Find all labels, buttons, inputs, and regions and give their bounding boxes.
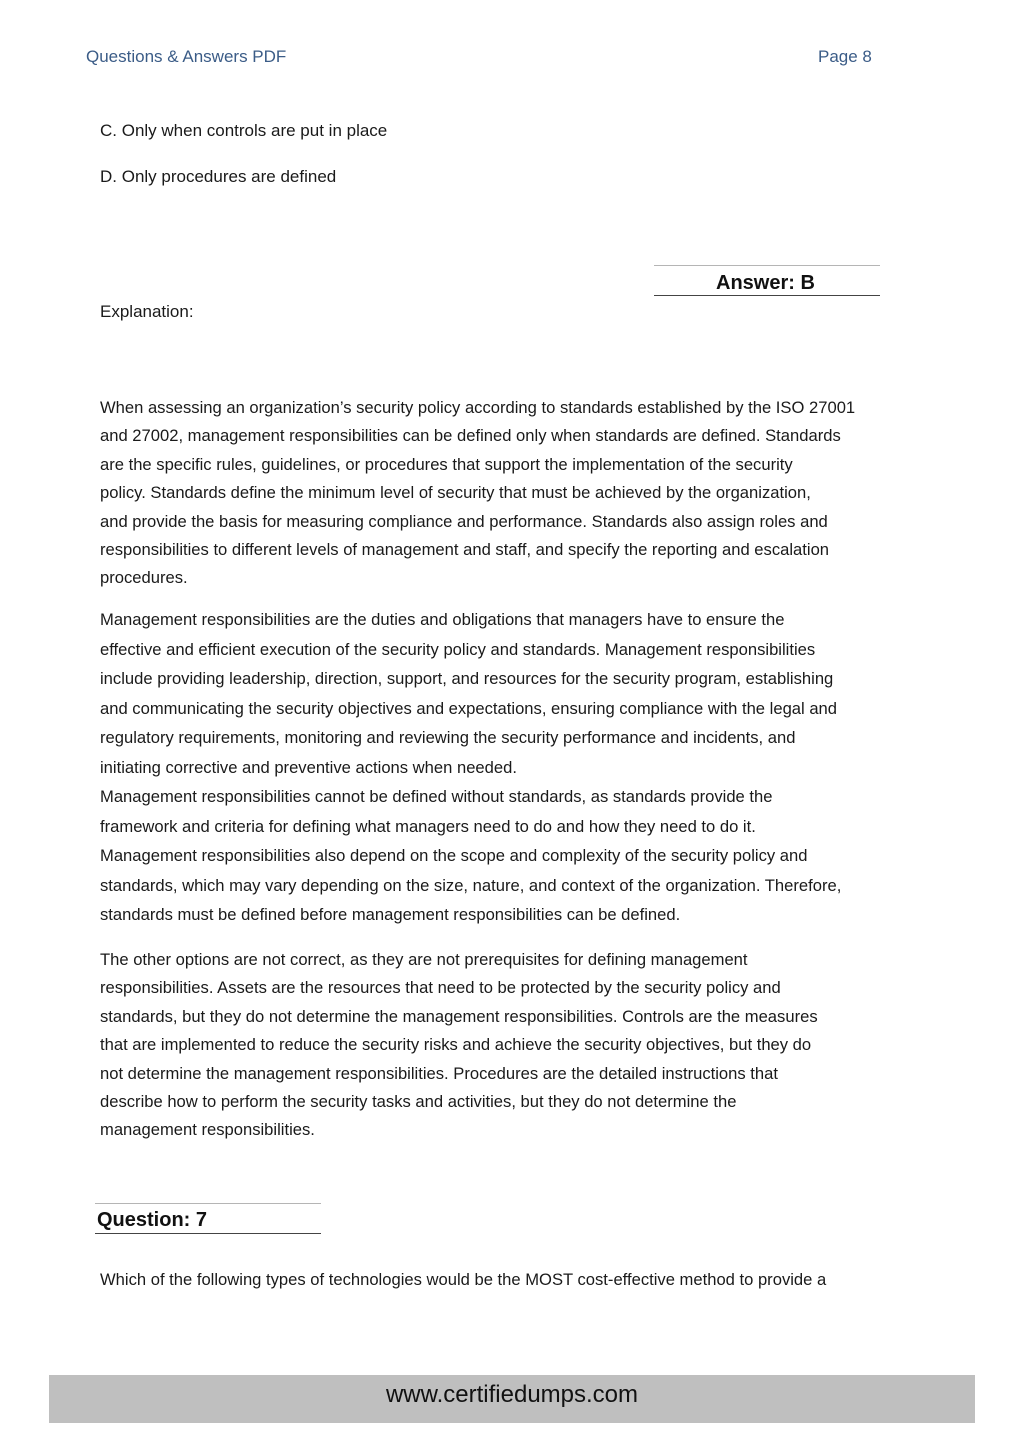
paragraph-line: responsibilities to different levels of management and staff, and specify the reporting and escalation	[100, 539, 830, 559]
paragraph-line: standards, but they do not determine the management responsibilities. Controls are the measures	[100, 1006, 818, 1026]
document-title: Questions & Answers PDF	[86, 47, 287, 66]
paragraph-line: effective and efficient execution of the security policy and standards. Management responsibilities	[100, 639, 816, 659]
paragraph-line: framework and criteria for defining what managers need to do and how they need to do it.	[100, 816, 756, 836]
paragraph-line: describe how to perform the security tasks and activities, but they do not determine the	[100, 1091, 737, 1111]
explanation-paragraph-3	[100, 782, 972, 930]
page-number: Page 8	[818, 47, 872, 66]
question-label: Question: 7	[97, 1209, 208, 1231]
option-d: D. Only procedures are defined	[100, 167, 337, 186]
paragraph-line: standards must be defined before management responsibilities can be defined.	[100, 905, 681, 924]
footer-bar	[49, 1375, 975, 1423]
explanation-paragraph-2	[100, 605, 972, 782]
paragraph-line: Management responsibilities are the duties and obligations that managers have to ensure the	[100, 610, 785, 629]
answer-box	[654, 265, 880, 296]
paragraph-line: include providing leadership, direction, support, and resources for the security program, establishing	[100, 669, 834, 688]
paragraph-line: standards, which may vary depending on the size, nature, and context of the organization. Therefore,	[100, 875, 842, 895]
paragraph-line: are the specific rules, guidelines, or procedures that support the implementation of the security	[100, 454, 793, 474]
paragraph-line: management responsibilities.	[100, 1120, 315, 1140]
paragraph-line: procedures.	[100, 568, 188, 588]
explanation-label: Explanation:	[100, 302, 194, 321]
paragraph-line: Management responsibilities also depend on the scope and complexity of the security policy and	[100, 846, 808, 865]
paragraph-line: that are implemented to reduce the security risks and achieve the security objectives, but they do	[100, 1035, 812, 1055]
explanation-paragraph-1	[100, 394, 972, 593]
paragraph-line: and communicating the security objectives and expectations, ensuring compliance with the legal and	[100, 698, 838, 718]
answer-label: Answer: B	[716, 272, 815, 294]
footer-url: www.certifiedumps.com	[385, 1381, 639, 1408]
question-box	[95, 1203, 321, 1234]
explanation-paragraph-4	[100, 946, 972, 1145]
paragraph-line: When assessing an organization’s security policy according to standards established by the ISO 27001	[100, 398, 856, 417]
paragraph-line: The other options are not correct, as they are not prerequisites for defining management	[100, 950, 748, 969]
paragraph-line: and provide the basis for measuring compliance and performance. Standards also assign roles and	[100, 511, 828, 531]
paragraph-line: responsibilities. Assets are the resources that need to be protected by the security policy and	[100, 978, 781, 998]
paragraph-line: regulatory requirements, monitoring and reviewing the security performance and incidents, and	[100, 728, 796, 747]
paragraph-line: policy. Standards define the minimum level of security that must be achieved by the organization,	[100, 483, 811, 503]
question-text: Which of the following types of technologies would be the MOST cost-effective method to provide a	[100, 1270, 827, 1289]
paragraph-line: not determine the management responsibilities. Procedures are the detailed instructions that	[100, 1063, 778, 1083]
option-c: C. Only when controls are put in place	[100, 121, 388, 140]
paragraph-line: initiating corrective and preventive actions when needed.	[100, 757, 517, 777]
paragraph-line: Management responsibilities cannot be defined without standards, as standards provide the	[100, 787, 773, 806]
paragraph-line: and 27002, management responsibilities can be defined only when standards are defined. Standards	[100, 426, 841, 446]
